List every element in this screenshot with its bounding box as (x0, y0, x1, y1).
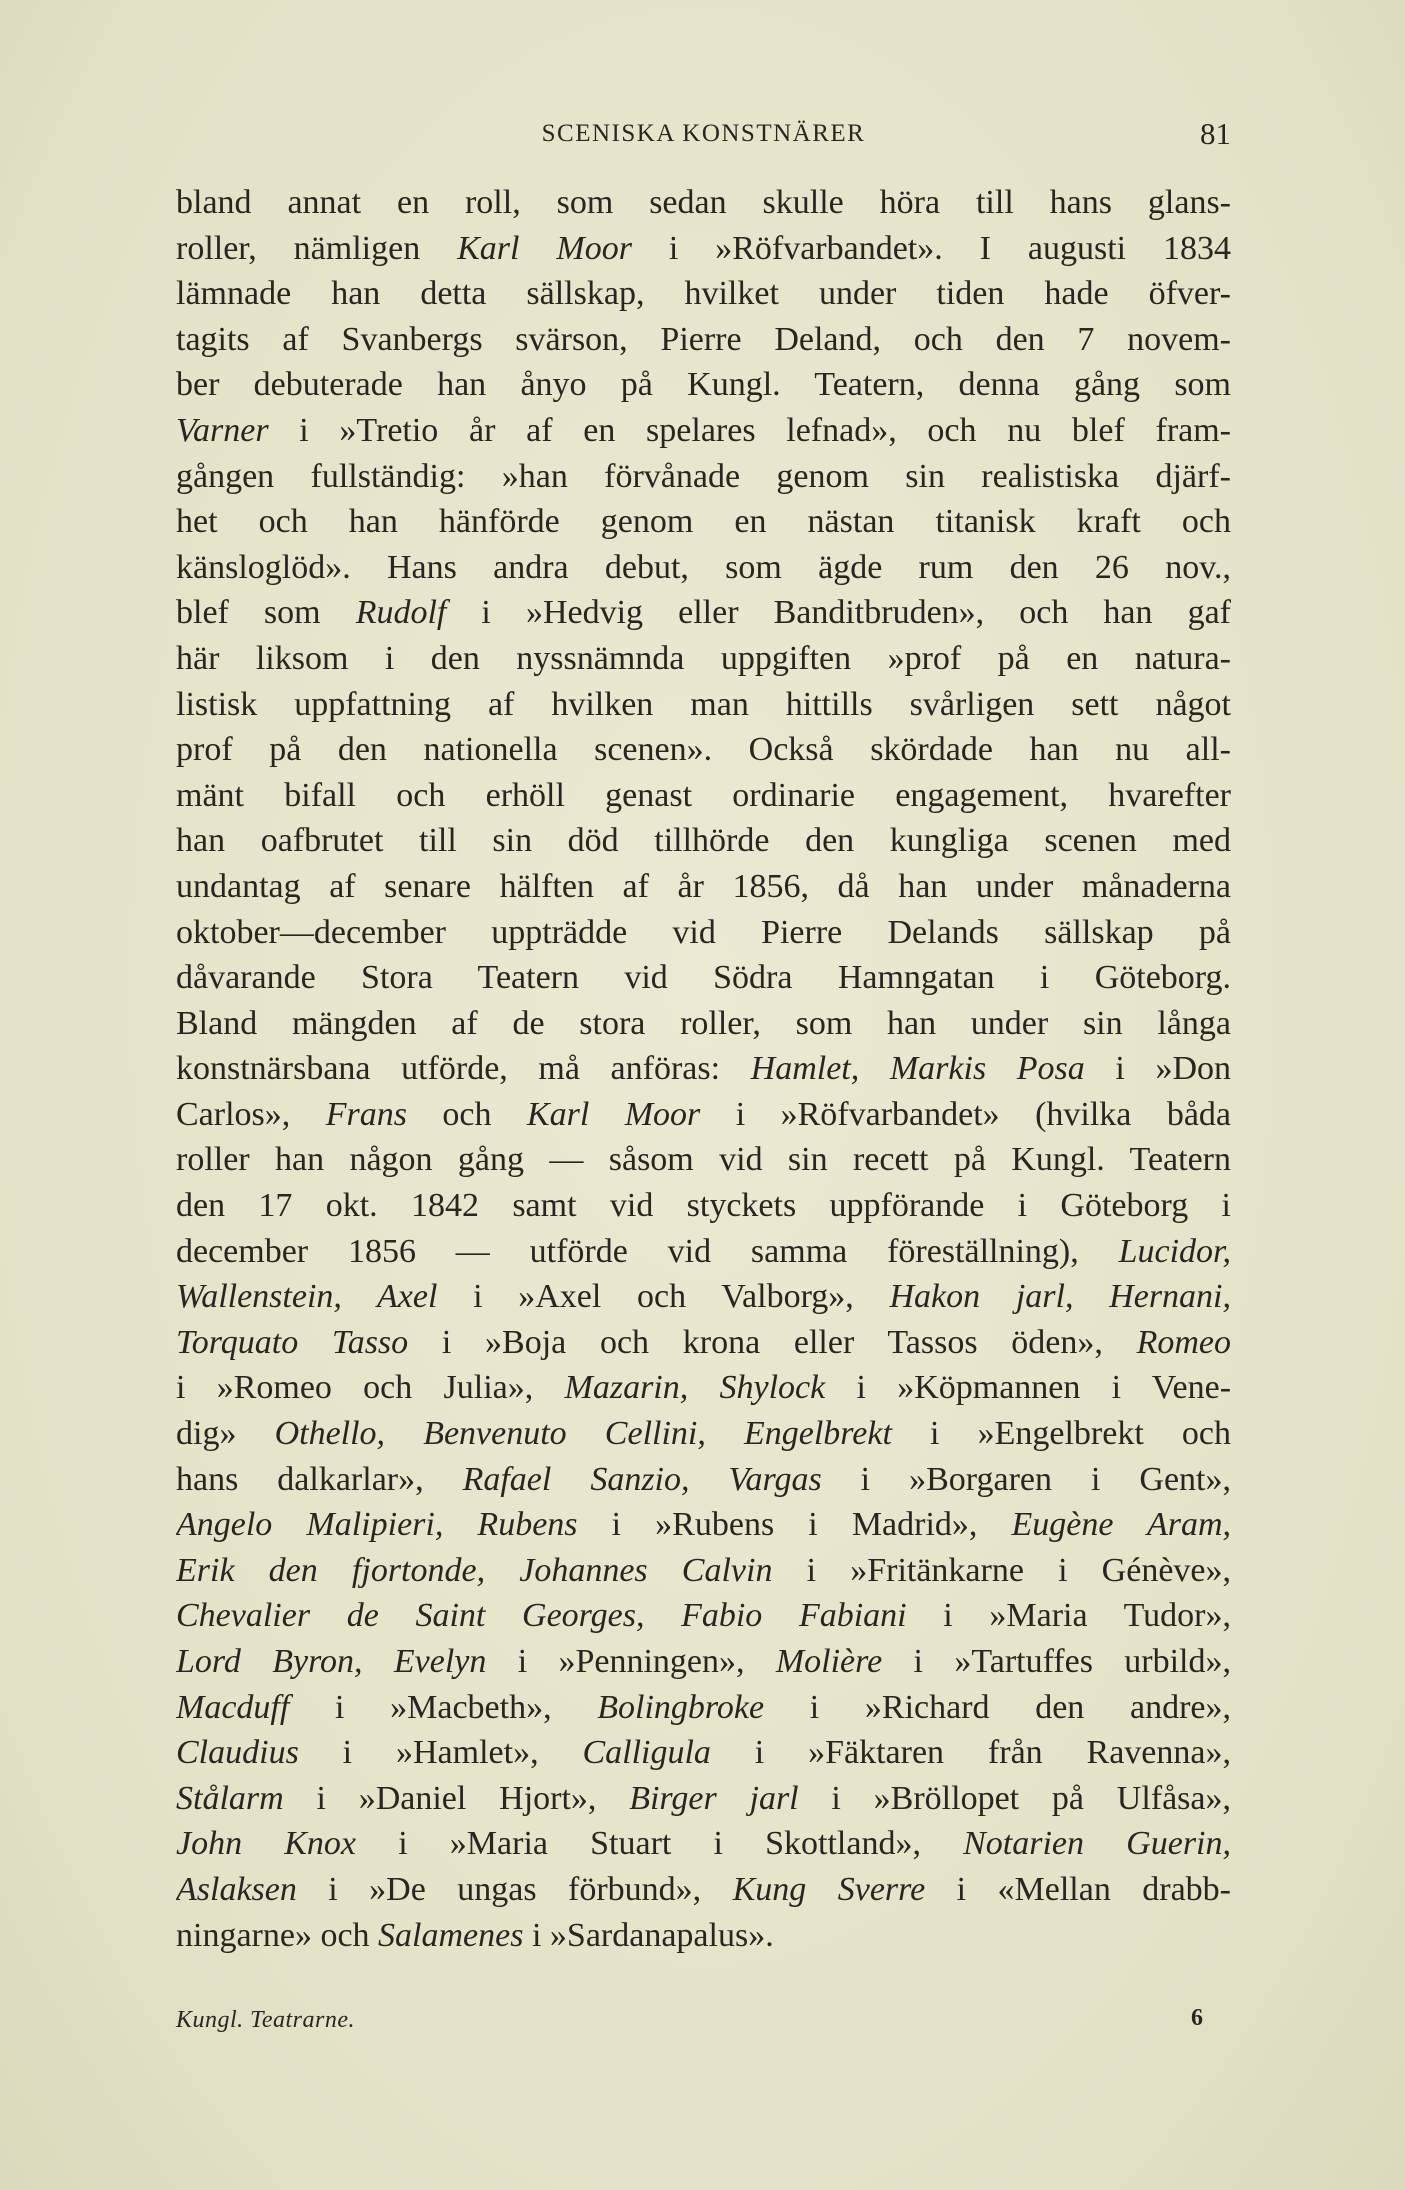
text-line (176, 1365, 1231, 1411)
text-span: i »Hedvig eller Banditbruden», och han gaf (446, 594, 1231, 632)
text-span: i »Maria Tudor», (906, 1597, 1231, 1635)
italic-text: Mazarin, Shylock (564, 1369, 826, 1407)
italic-text: Rafael Sanzio, Vargas (462, 1460, 822, 1498)
text-line (176, 408, 1231, 454)
italic-text: Lord Byron, Evelyn (176, 1643, 487, 1680)
text-line (176, 1821, 1231, 1867)
text-span: dåvarande Stora Teatern vid Södra Hamngatan i Göteborg. (176, 959, 1231, 997)
text-span: i »Borgaren i Gent», (821, 1460, 1231, 1498)
text-line (176, 1229, 1231, 1275)
text-span: listisk uppfattning af hvilken man hittills svårligen sett något (176, 685, 1231, 723)
italic-text: Birger jarl (629, 1779, 799, 1817)
text-span: i »De ungas förbund», (296, 1870, 733, 1908)
text-span: i »Romeo och Julia», (176, 1369, 565, 1407)
text-span: i »Don (1084, 1050, 1231, 1088)
page-number: 81 (1200, 116, 1231, 151)
italic-text: Eugène Aram, (1011, 1506, 1231, 1544)
text-span: i »Köpmannen i Vene- (825, 1369, 1231, 1407)
italic-text: Calligula (582, 1734, 711, 1772)
text-span: i »Tretio år af en spelares lefnad», och nu blef fram- (268, 411, 1231, 449)
text-span: bland annat en roll, som sedan skulle höra till hans glans- (176, 184, 1231, 221)
text-span: roller han någon gång — såsom vid sin recett på Kungl. Teatern (176, 1141, 1231, 1179)
text-span: konstnärsbana utförde, må anföras: (176, 1050, 751, 1088)
text-span: i »Richard den andre», (764, 1688, 1231, 1726)
italic-text: Aslaksen (176, 1870, 297, 1908)
text-span: i »Hamlet», (298, 1734, 583, 1772)
text-span: i »Axel och Valborg», (437, 1278, 890, 1316)
text-line (176, 636, 1231, 682)
text-line (176, 910, 1231, 956)
text-span: tagits af Svanbergs svärson, Pierre Deland, och den 7 novem- (176, 320, 1231, 358)
text-line (176, 727, 1231, 773)
text-span: i «Mellan drabb- (925, 1870, 1231, 1908)
body-text (176, 180, 1231, 1958)
text-line (176, 590, 1231, 636)
text-line (176, 1593, 1231, 1639)
italic-text: Torquato Tasso (176, 1323, 409, 1361)
italic-text: Varner (176, 411, 269, 449)
text-line (176, 1867, 1231, 1913)
text-span: oktober—december uppträdde vid Pierre Delands sällskap på (176, 913, 1231, 951)
text-line (176, 1137, 1231, 1183)
italic-text: Othello, Benvenuto Cellini, Engelbrekt (274, 1415, 892, 1453)
text-span: här liksom i den nyssnämnda uppgiften »prof på en natura- (176, 639, 1231, 677)
italic-text: Stålarm (176, 1779, 284, 1817)
text-line (176, 955, 1231, 1001)
text-line (176, 1046, 1231, 1092)
text-span: den 17 okt. 1842 samt vid styckets uppförande i Göteborg i (176, 1187, 1231, 1225)
italic-text: Macduff (176, 1688, 290, 1726)
text-line (176, 1548, 1231, 1594)
text-span: undantag af senare hälften af år 1856, då han under månaderna (176, 867, 1231, 905)
text-span: i »Bröllopet på Ulfåsa», (798, 1779, 1231, 1817)
italic-text: Lucidor, (1118, 1232, 1231, 1270)
text-line (176, 682, 1231, 728)
italic-text: Karl Moor (457, 229, 632, 267)
text-line (176, 499, 1231, 545)
text-span: i »Daniel Hjort», (283, 1779, 630, 1817)
text-line (176, 1183, 1231, 1229)
text-span: december 1856 — utförde vid samma föreställning), (176, 1232, 1119, 1270)
text-line (176, 545, 1231, 591)
italic-text: Kung Sverre (732, 1870, 926, 1908)
text-span: i »Tartuffes urbild», (882, 1643, 1231, 1680)
text-span: roller, nämligen (176, 229, 458, 267)
text-span: Carlos», (176, 1095, 326, 1133)
text-line (176, 864, 1231, 910)
text-span: i »Röfvarbandet» (hvilka båda (700, 1095, 1231, 1133)
italic-text: Karl Moor (526, 1095, 701, 1133)
italic-text: Erik den fjortonde, Johannes Calvin (176, 1551, 773, 1589)
italic-text: John Knox (176, 1825, 357, 1863)
text-line (176, 1001, 1231, 1047)
text-span: het och han hänförde genom en nästan titanisk kraft och (176, 503, 1231, 541)
text-line (176, 1685, 1231, 1731)
text-span: känsloglöd». Hans andra debut, som ägde rum den 26 nov., (176, 548, 1231, 586)
text-span: Bland mängden af de stora roller, som han under sin långa (176, 1004, 1231, 1042)
text-line (176, 818, 1231, 864)
text-span: hans dalkarlar», (176, 1460, 463, 1498)
text-line (176, 1092, 1231, 1138)
text-span: i »Penningen», (486, 1643, 776, 1680)
text-span: gången fullständig: »han förvånade genom sin realistiska djärf- (176, 457, 1231, 495)
italic-text: Chevalier de Saint Georges, Fabio Fabiani (176, 1597, 907, 1635)
text-span: i »Boja och krona eller Tassos öden», (408, 1323, 1137, 1361)
italic-text: Frans (325, 1095, 407, 1133)
text-span: i »Maria Stuart i Skottland», (356, 1825, 964, 1863)
text-span: i »Engelbrekt och (891, 1415, 1231, 1453)
text-line (176, 271, 1231, 317)
text-span: ber debuterade han ånyo på Kungl. Teatern, denna gång som (176, 366, 1231, 404)
italic-text: Molière (775, 1643, 883, 1680)
italic-text: Romeo (1136, 1323, 1231, 1361)
text-span: mänt bifall och erhöll genast ordinarie engagement, hvarefter (176, 776, 1231, 814)
text-line (176, 1730, 1231, 1776)
italic-text: Wallenstein, Axel (176, 1278, 438, 1316)
text-line (176, 180, 1231, 226)
italic-text: Angelo Malipieri, Rubens (176, 1506, 578, 1544)
text-line (176, 1776, 1231, 1822)
italic-text: Rudolf (355, 594, 447, 632)
text-span: i »Röfvarbandet». I augusti 1834 (631, 229, 1231, 267)
signature: Kungl. Teatrarne. (176, 2007, 355, 2033)
text-line (176, 317, 1231, 363)
italic-text: Hamlet, Markis Posa (750, 1050, 1085, 1088)
text-line (176, 454, 1231, 500)
text-line (176, 773, 1231, 819)
text-span: lämnade han detta sällskap, hvilket under tiden hade öfver- (176, 275, 1231, 313)
italic-text: Notarien Guerin, (963, 1825, 1231, 1863)
text-span: i »Rubens i Madrid», (577, 1506, 1012, 1544)
italic-text: Salamenes (378, 1916, 524, 1954)
italic-text: Hakon jarl, Hernani, (889, 1278, 1231, 1316)
text-span: i »Sardanapalus». (523, 1916, 774, 1954)
text-span: i »Macbeth», (289, 1688, 598, 1726)
text-line (176, 362, 1231, 408)
italic-text: Bolingbroke (597, 1688, 765, 1726)
text-line (176, 1320, 1231, 1366)
page-header (176, 112, 1231, 162)
signature-mark: 6 (1191, 2005, 1203, 2031)
italic-text: Claudius (176, 1734, 299, 1772)
text-line (176, 226, 1231, 272)
text-span: dig» (176, 1415, 275, 1453)
text-span: blef som (176, 594, 356, 632)
text-line (176, 1639, 1231, 1685)
text-line (176, 1274, 1231, 1320)
text-line (176, 1457, 1231, 1503)
text-span: i »Fritänkarne i Génève», (772, 1551, 1231, 1589)
text-span: han oafbrutet till sin död tillhörde den kungliga scenen med (176, 822, 1231, 860)
text-line (176, 1913, 1231, 1959)
page-footer (176, 2007, 1231, 2047)
text-span: prof på den nationella scenen». Också skördade han nu all- (176, 731, 1231, 769)
text-span: ningarne» och (176, 1916, 379, 1954)
running-title: SCENISKA KONSTNÄRER (541, 120, 866, 147)
text-span: i »Fäktaren från Ravenna», (710, 1734, 1231, 1772)
text-line (176, 1411, 1231, 1457)
text-line (176, 1502, 1231, 1548)
text-span: och (406, 1095, 527, 1133)
